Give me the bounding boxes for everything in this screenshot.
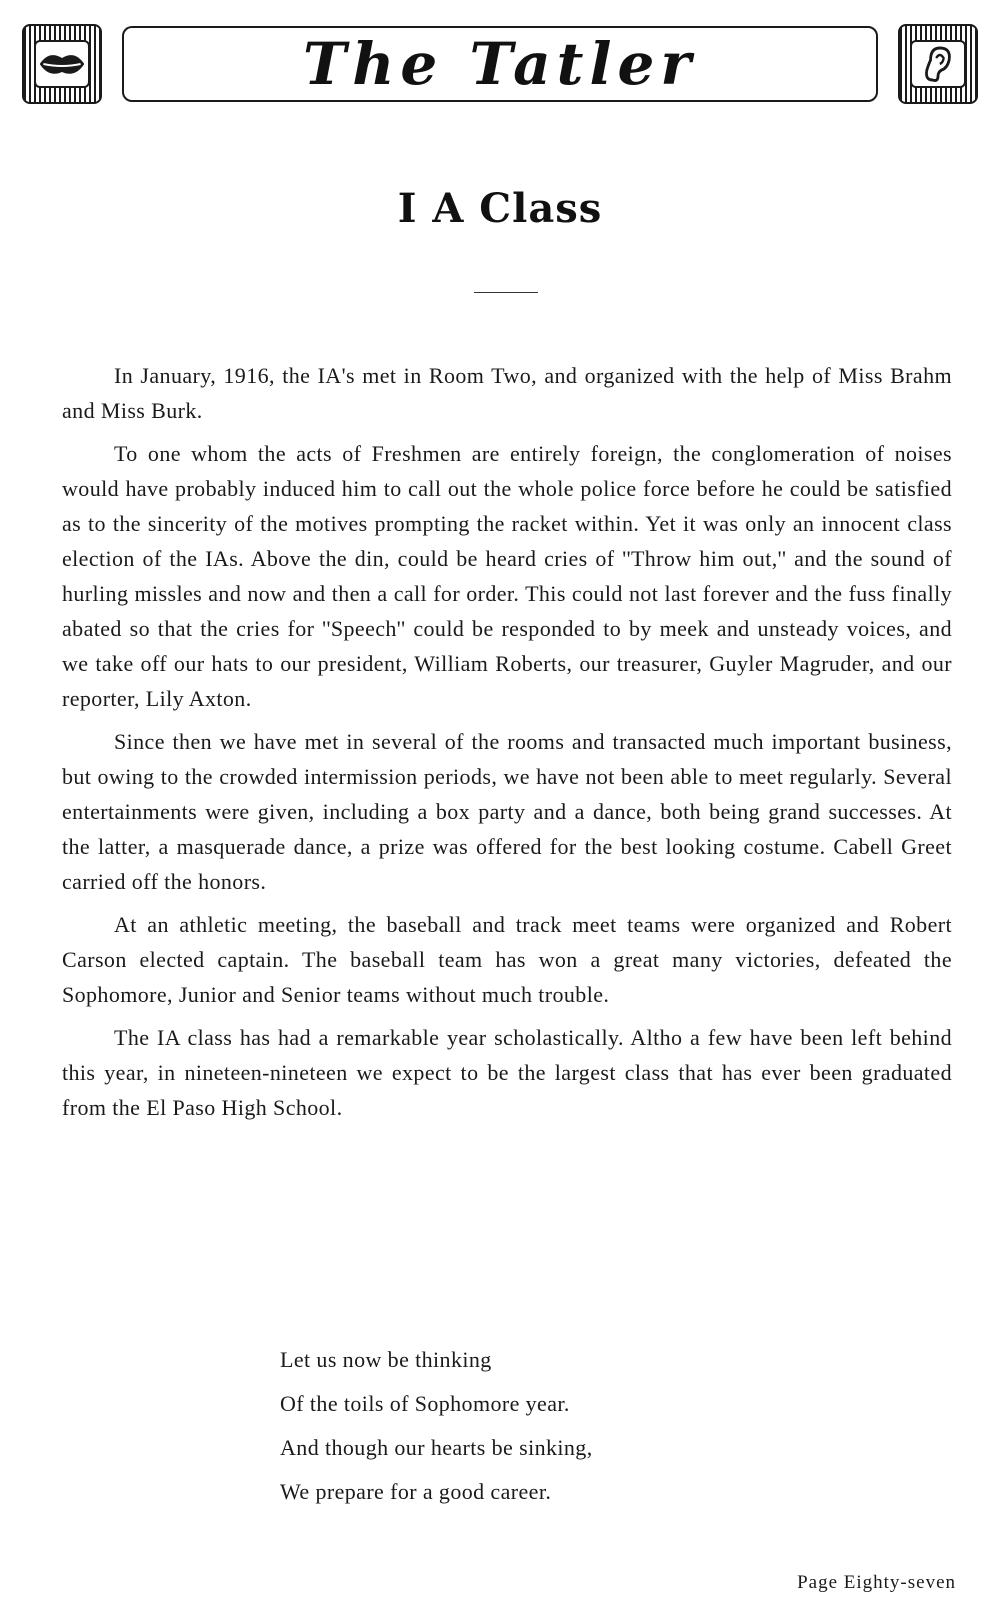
- article-body: [62, 358, 952, 1133]
- masthead-title-frame: [122, 26, 878, 102]
- poem-line: Let us now be thinking: [280, 1347, 492, 1372]
- masthead-title: The Tatler: [303, 30, 697, 98]
- lips-icon: [34, 40, 90, 88]
- paragraph: At an athletic meeting, the baseball and track meet teams were organized and Robert Carson elected captain. The baseball team has won a great many victories, defeated the Sophomore, Junior and Senior teams without much trouble.: [62, 912, 952, 1007]
- poem-line: And though our hearts be sinking,: [280, 1435, 593, 1460]
- section-heading: I A Class: [397, 185, 603, 232]
- ear-icon: [910, 40, 966, 88]
- page-number: Page Eighty-seven: [797, 1572, 956, 1593]
- poem-line: We prepare for a good career.: [280, 1479, 552, 1504]
- paragraph: The IA class has had a remarkable year scholastically. Altho a few have been left behind this year, in nineteen-nineteen we expect to be the largest class that has ever been graduated from the El Paso High School.: [62, 1025, 952, 1120]
- ear-emblem: [898, 24, 978, 104]
- paragraph: In January, 1916, the IA's met in Room Two, and organized with the help of Miss Brahm and Miss Burk.: [62, 363, 952, 423]
- poem-line: Of the toils of Sophomore year.: [280, 1391, 570, 1416]
- divider-rule: [474, 292, 538, 293]
- paragraph: To one whom the acts of Freshmen are entirely foreign, the conglomeration of noises would have probably induced him to call out the whole police force before he could be satisfied as to the sincerity of the motives prompting the racket within. Yet it was only an innocent class election of the IAs. Above the din, could be heard cries of ''Throw him out,'' and the sound of hurling missles and now and then a call for order. This could not last forever and the fuss finally abated so that the cries for ''Speech'' could be responded to by meek and unsteady voices, and we take off our hats to our president, William Roberts, our treasurer, Guyler Magruder, and our reporter, Lily Axton.: [62, 441, 952, 711]
- paragraph: Since then we have met in several of the rooms and transacted much important business, but owing to the crowded intermission periods, we have not been able to meet regularly. Several entertainments were given, including a box party and a dance, both being grand successes. At the latter, a masquerade dance, a prize was offered for the best looking costume. Cabell Greet carried off the honors.: [62, 729, 952, 894]
- closing-poem: [280, 1338, 593, 1514]
- lips-emblem: [22, 24, 102, 104]
- masthead: [22, 22, 978, 106]
